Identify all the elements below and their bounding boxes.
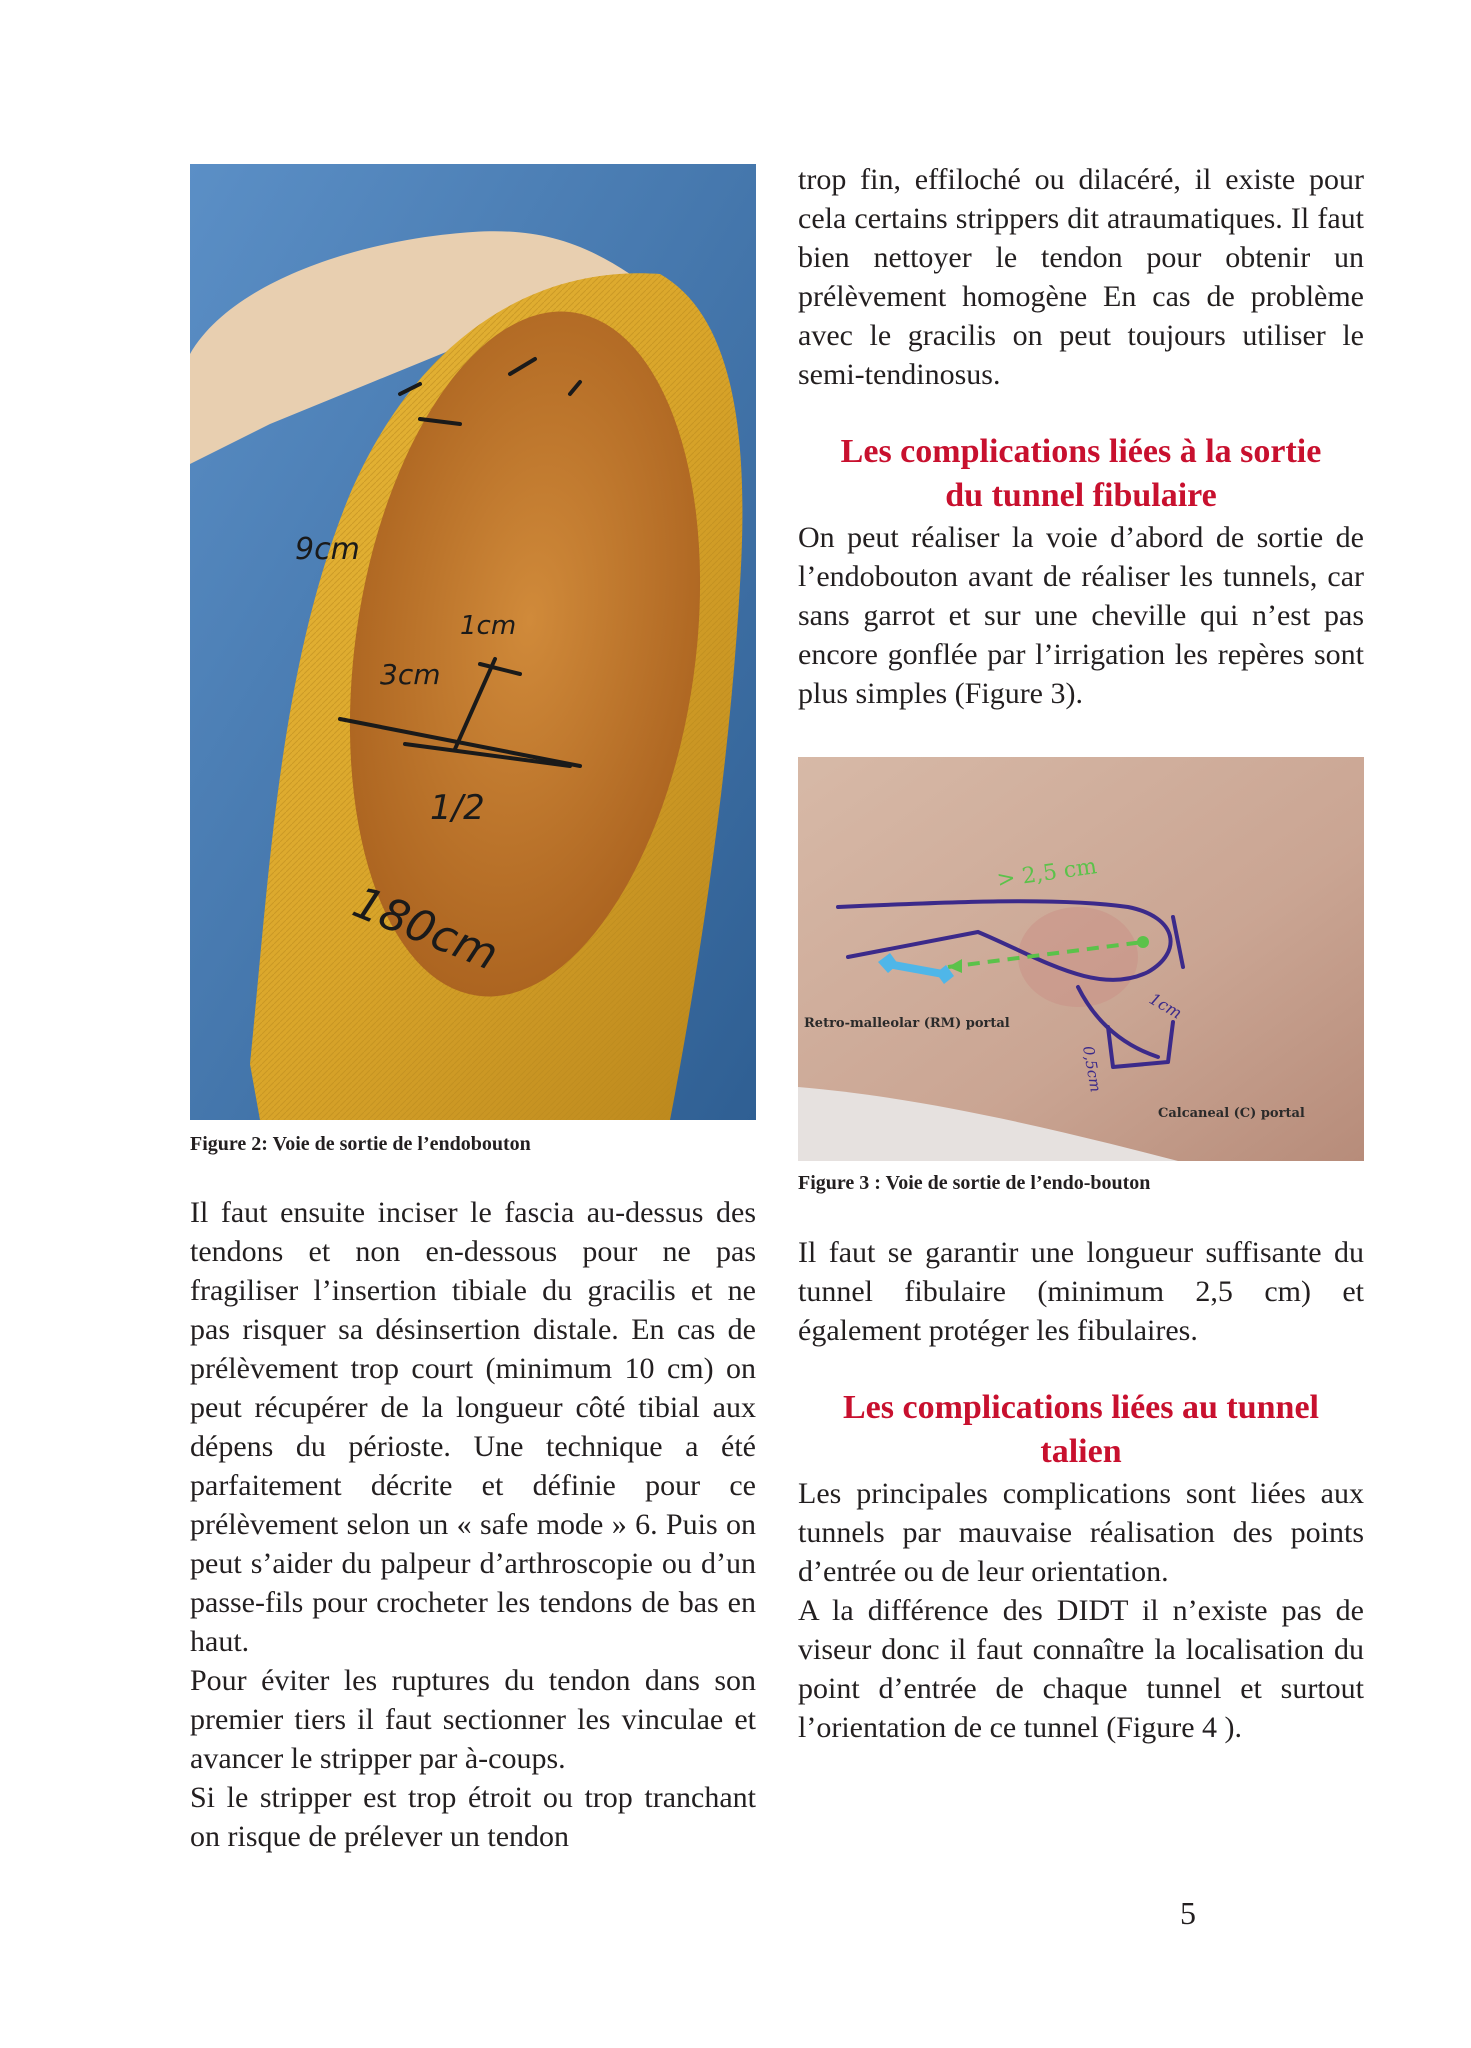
annotation-180cm: 180cm [345, 876, 506, 981]
paragraph: Si le stripper est trop étroit ou trop tranchant on risque de prélever un tendon [190, 1781, 756, 1853]
annotation-half: 1/2 [430, 788, 485, 828]
figure-3-caption: Figure 3 : Voie de sortie de l’endo-bouton [798, 1172, 1151, 1194]
mark-half-cm: 0,5cm [1079, 1044, 1105, 1094]
figure-3-photo [798, 757, 1364, 1161]
paragraph: Pour éviter les ruptures du tendon dans son premier tiers il faut sectionner les vinculae et avancer le stripper par à-coups. [190, 1664, 756, 1775]
distance-label: > 2,5 cm [995, 854, 1099, 893]
c-portal-label: Calcaneal (C) portal [1158, 1106, 1305, 1121]
paragraph: Les principales complications sont liées aux tunnels par mauvaise réalisation des points d’entrée ou de leur orientation. [798, 1477, 1364, 1588]
annotation-3cm: 3cm [380, 658, 441, 691]
annotation-1cm: 1cm [460, 611, 517, 641]
section-heading: Les complications liées à la sortie du tunnel fibulaire [840, 433, 1322, 514]
section-heading: Les complications liées au tunnel talien [842, 1389, 1320, 1470]
paragraph: A la différence des DIDT il n’existe pas de viseur donc il faut connaître la localisation du point d’entrée de chaque tunnel et surtout l’orientation de ce tunnel (Figure 4 ). [798, 1594, 1364, 1744]
right-column-top [798, 160, 1364, 713]
page-number: 5 [1180, 1895, 1196, 1931]
right-column-bottom [798, 1233, 1364, 1747]
annotation-9cm: 9cm [295, 532, 360, 567]
left-body-text [190, 1193, 756, 1856]
figure-2-photo [190, 164, 756, 1120]
paragraph: trop fin, effiloché ou dilacéré, il existe pour cela certains strippers dit atraumatiques. Il faut bien nettoyer le tendon pour obtenir un prélèvement homogène En cas de problème avec le gracilis on peut toujours utiliser le semi-tendinosus. [798, 163, 1364, 391]
paragraph: On peut réaliser la voie d’abord de sortie de l’endobouton avant de réaliser les tunnels, car sans garrot et sur une cheville qui n’est pas encore gonflée par l’irrigation les repères sont plus simples (Figure 3). [798, 521, 1364, 710]
rm-portal-label: Retro-malleolar (RM) portal [804, 1016, 1010, 1031]
paragraph: Il faut ensuite inciser le fascia au-dessus des tendons et non en-dessous pour ne pas fragiliser l’insertion tibiale du gracilis et ne pas risquer sa désinsertion distale. En cas de prélèvement trop court (minimum 10 cm) on peut récupérer de la longueur côté tibial aux dépens du périoste. Une technique a été parfaitement décrite et définie pour ce prélèvement selon un « safe mode » 6. Puis on peut s’aider du palpeur d’arthroscopie ou d’un passe-fils pour crocheter les tendons de bas en haut. [190, 1196, 756, 1658]
mark-1cm: 1cm [1146, 989, 1186, 1023]
paragraph: Il faut se garantir une longueur suffisante du tunnel fibulaire (minimum 2,5 cm) et également protéger les fibulaires. [798, 1236, 1364, 1347]
figure-2-caption: Figure 2: Voie de sortie de l’endobouton [190, 1133, 531, 1155]
